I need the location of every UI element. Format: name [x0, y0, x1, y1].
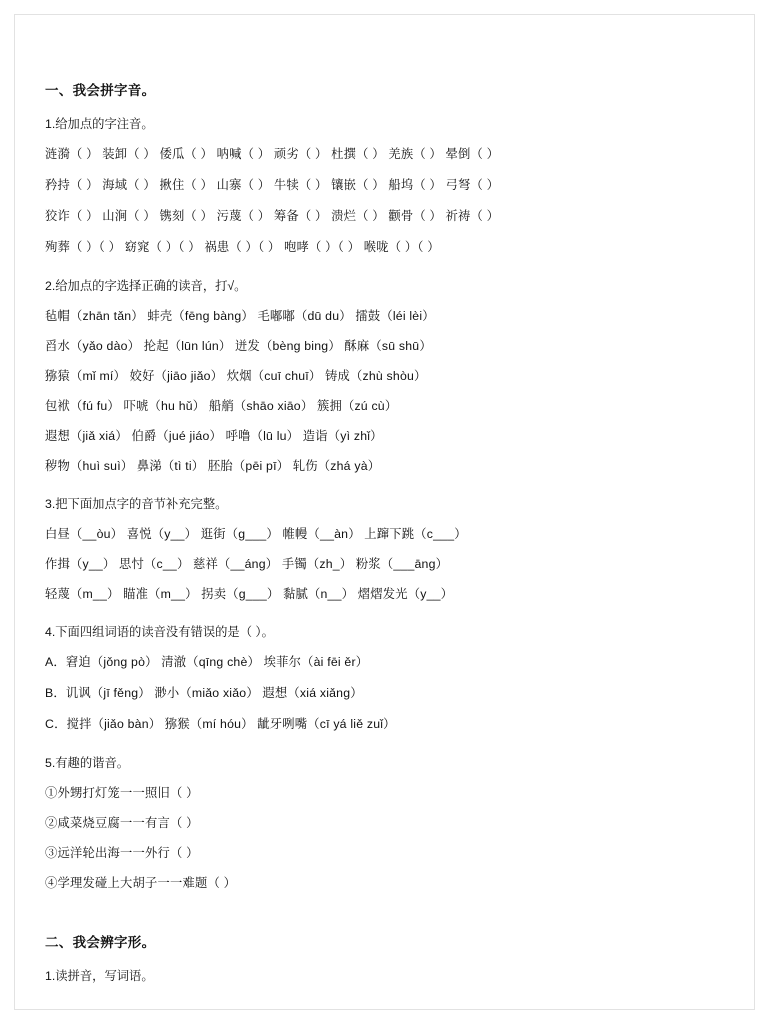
q2-row-6: 秽物（huì suì） 鼻涕（tì ti） 胚胎（pēi pī） 轧伤（zhá yà） [45, 459, 381, 473]
question-4-title: 4.下面四组词语的读音没有错误的是（ ）。 [45, 625, 274, 639]
q4-option-c: C．搅拌（jiǎo bàn） 猕猴（mí hóu） 龇牙咧嘴（cī yá liě zuǐ） [45, 717, 396, 731]
q2-row-2: 舀水（yǎo dào） 抡起（lūn lún） 迸发（bèng bing） 酥麻（sū shū） [45, 339, 432, 353]
paper-sheet [14, 14, 755, 1010]
q5-item-3: ③远洋轮出海一一外行（ ） [45, 846, 199, 860]
worksheet-content [45, 79, 735, 996]
q2-row-5: 遐想（jiǎ xiá） 伯爵（jué jiáo） 呼噜（lū lu） 造诣（yì zhǐ） [45, 429, 383, 443]
q2-row-1: 毡帽（zhān tǎn） 蚌壳（fēng bàng） 毛嘟嘟（dū du） 擂鼓（léi lèi） [45, 309, 435, 323]
q1-row-1: 涟漪（ ） 装卸（ ） 倭瓜（ ） 呐喊（ ） 顽劣（ ） 杜撰（ ） 羌族（ ） 晕倒（ ） [45, 147, 500, 161]
q2-row-4: 包袱（fú fu） 吓唬（hu hǔ） 船艄（shāo xiāo） 簇拥（zú cù） [45, 399, 398, 413]
q3-row-1: 白昼（__òu） 喜悦（y__） 逛街（g___） 帷幔（__àn） 上蹿下跳（c___） [45, 527, 467, 541]
q2-row-3: 猕猿（mǐ mí） 姣好（jiāo jiǎo） 炊烟（cuī chuī） 铸成（zhù shòu） [45, 369, 427, 383]
q1-row-3: 狡诈（ ） 山涧（ ） 镌刻（ ） 污蔑（ ） 筹备（ ） 溃烂（ ） 颧骨（ ） 祈祷（ ） [45, 209, 500, 223]
q1-row-4: 殉葬（ ）（ ） 窈窕（ ）（ ） 祸患（ ）（ ） 咆哮（ ）（ ） 喉咙（ ）（ ） [45, 240, 440, 254]
section-one-title: 一、我会拼字音。 [45, 83, 156, 98]
q5-item-1: ①外甥打灯笼一一照旧（ ） [45, 786, 199, 800]
question-5-title: 5.有趣的谐音。 [45, 756, 130, 770]
q5-item-2: ②咸菜烧豆腐一一有言（ ） [45, 816, 199, 830]
q5-item-4: ④学理发碰上大胡子一一难题（ ） [45, 876, 237, 890]
question-1-title: 1.给加点的字注音。 [45, 117, 154, 131]
question-3-title: 3.把下面加点字的音节补充完整。 [45, 497, 228, 511]
q4-option-b: B．讥讽（jī fěng） 渺小（miǎo xiǎo） 遐想（xiá xiǎng） [45, 686, 363, 700]
q3-row-3: 轻蔑（m__） 瞄准（m__） 拐卖（g___） 黏腻（n__） 熠熠发光（y__） [45, 587, 454, 601]
q1-row-2: 矜持（ ） 海域（ ） 揪住（ ） 山寨（ ） 牛犊（ ） 镶嵌（ ） 船坞（ ） 弓弩（ ） [45, 178, 500, 192]
question-6-title: 1.读拼音，写词语。 [45, 969, 154, 983]
q3-row-2: 作揖（y__） 思忖（c__） 慈祥（__áng） 手镯（zh_） 粉浆（___āng） [45, 557, 449, 571]
q4-option-a: A．窘迫（jǒng pò） 清澈（qīng chè） 埃菲尔（ài fēi ěr） [45, 655, 369, 669]
question-2-title: 2.给加点的字选择正确的读音，打√。 [45, 279, 247, 293]
section-two-title: 二、我会辨字形。 [45, 935, 156, 950]
